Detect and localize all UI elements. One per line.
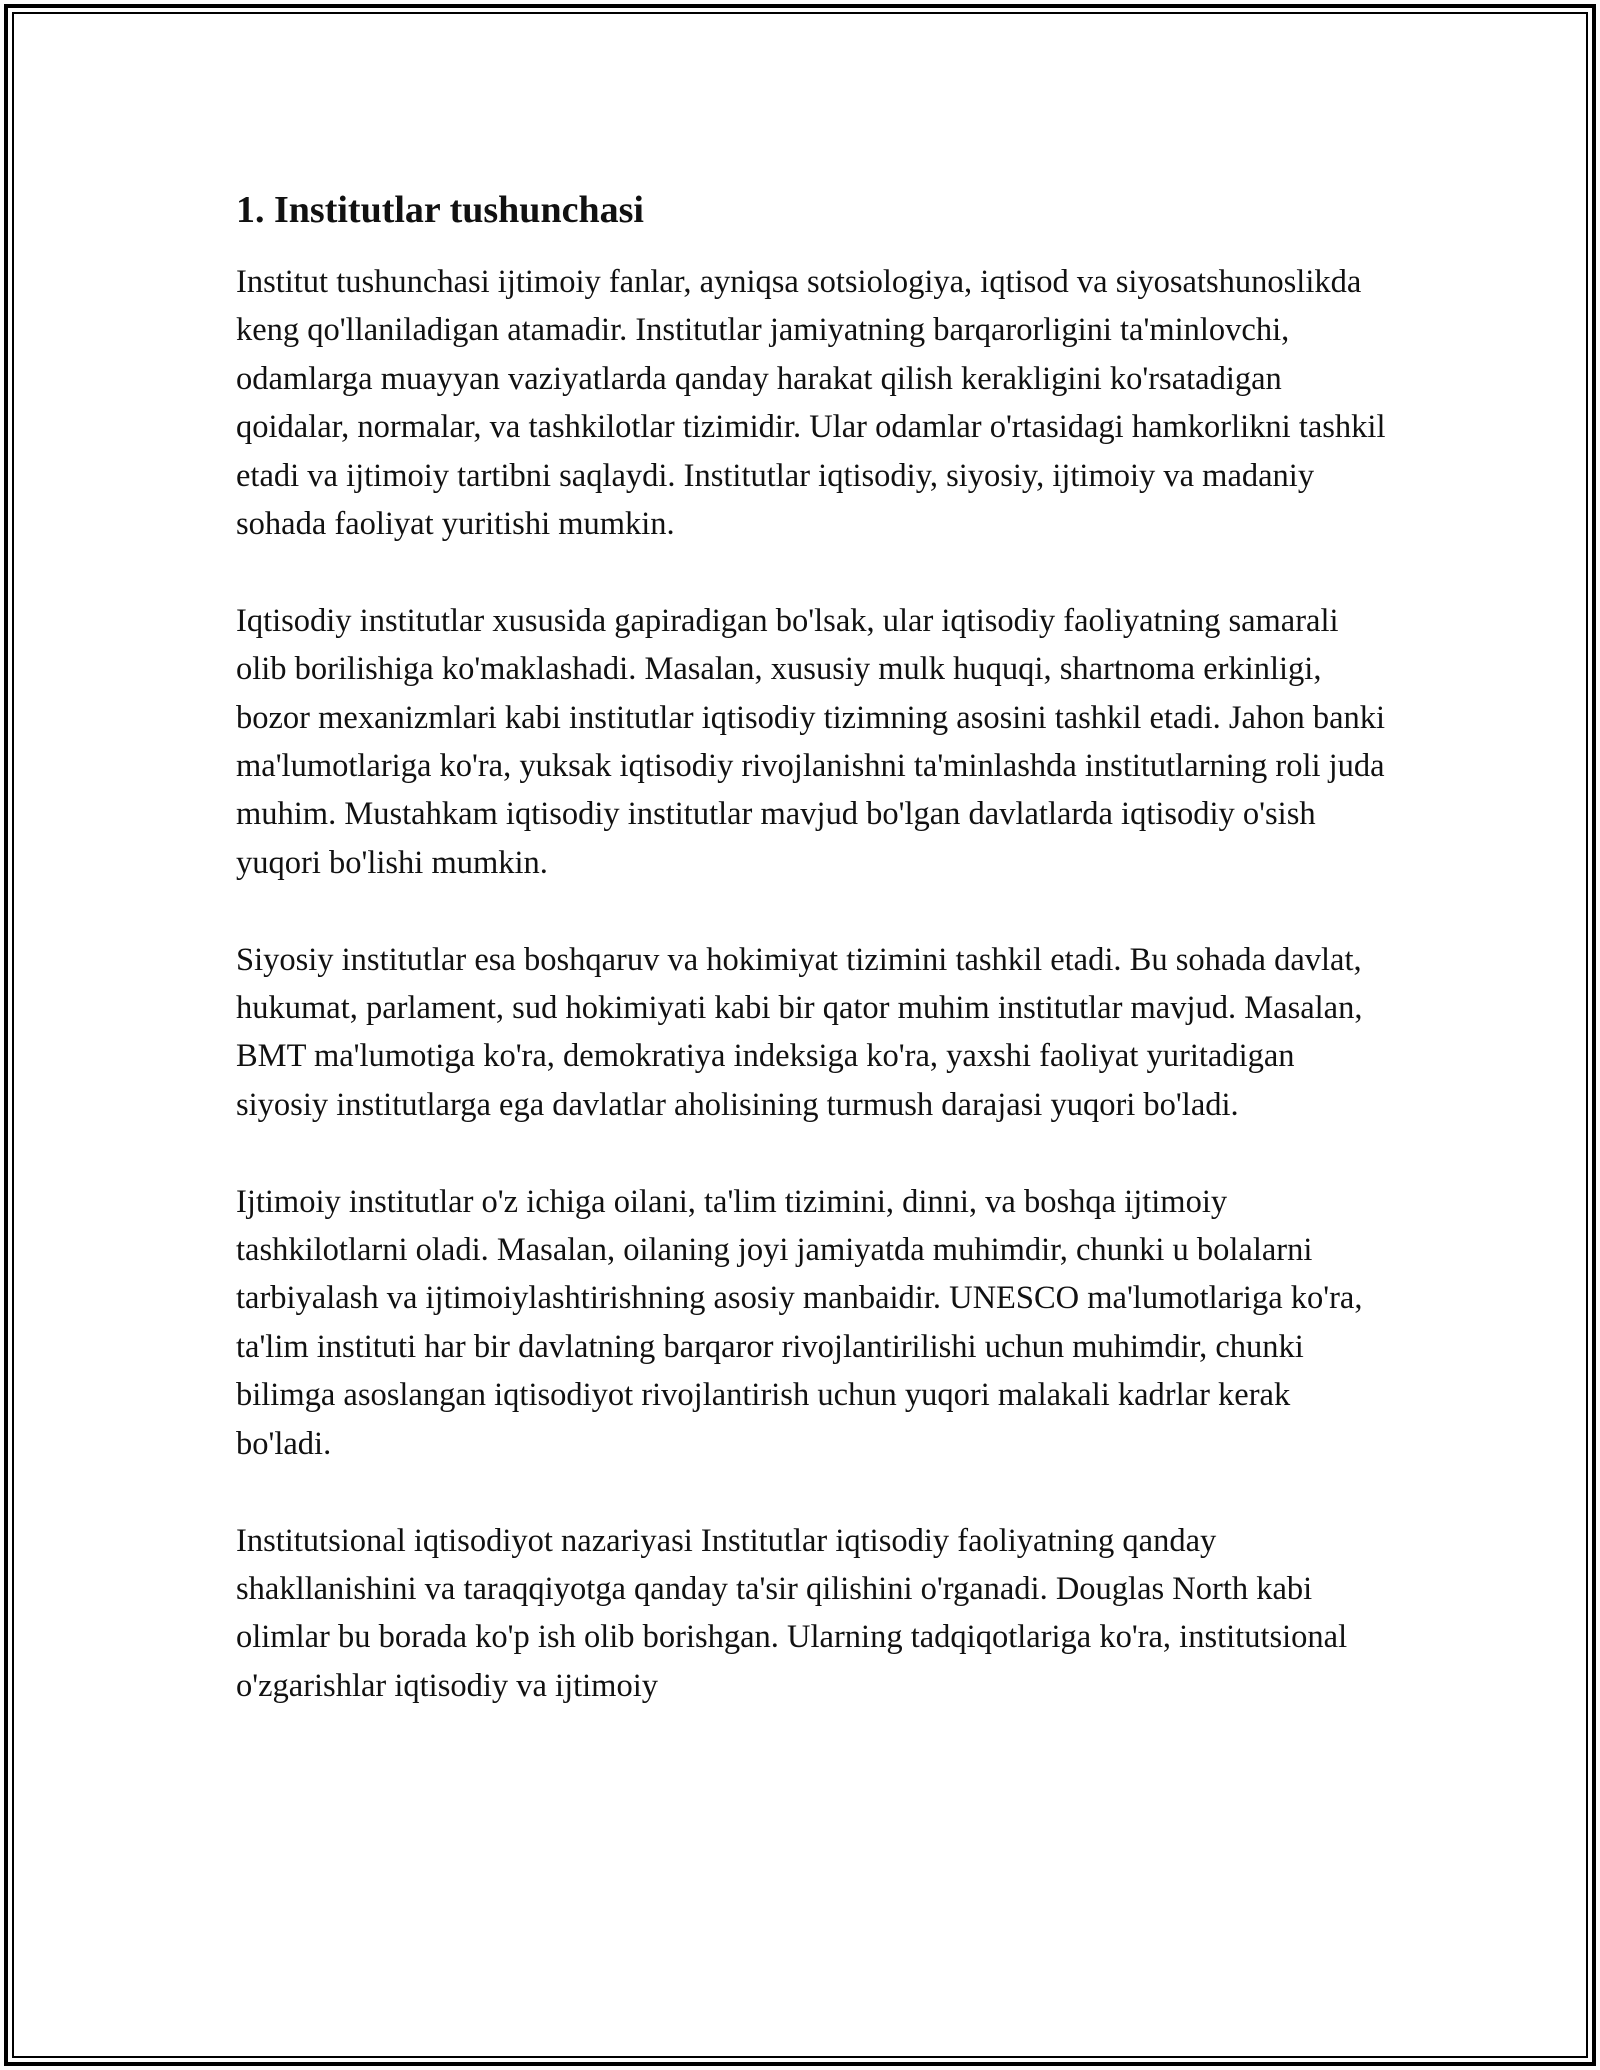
- paragraph-political-institutions: Siyosiy institutlar esa boshqaruv va hokimiyat tizimini tashkil etadi. Bu sohada davlat, hukumat, parlament, sud hokimiyati kabi bir qator muhim institutlar mavjud. Masalan, BMT ma'lumotiga ko'ra, demokratiya indeksiga ko'ra, yaxshi faoliyat yuritadigan siyosiy institutlarga ega davlatlar aholisining turmush darajasi yuqori bo'ladi.: [236, 941, 1363, 1123]
- document-body: [236, 186, 1386, 1710]
- paragraph-definition: Institut tushunchasi ijtimoiy fanlar, ayniqsa sotsiologiya, iqtisod va siyosatshunoslikda keng qo'llaniladigan atamadir. Institutlar jamiyatning barqarorligini ta'minlovchi, odamlarga muayyan vaziyatlarda qanday harakat qilish kerakligini ko'rsatadigan qoidalar, normalar, va tashkilotlar tizimidir. Ular odamlar o'rtasidagi hamkorlikni tashkil etadi va ijtimoiy tartibni saqlaydi. Institutlar iqtisodiy, siyosiy, ijtimoiy va madaniy sohada faoliyat yuritishi mumkin.: [236, 264, 1386, 543]
- paragraph-institutional-economics: Institutsional iqtisodiyot nazariyasi Institutlar iqtisodiy faoliyatning qanday shakllanishini va taraqqiyotga qanday ta'sir qilishini o'rganadi. Douglas North kabi olimlar bu borada ko'p ish olib borishgan. Ularning tadqiqotlariga ko'ra, institutsional o'zgarishlar iqtisodiy va ijtimoiy: [236, 1522, 1348, 1704]
- paragraph-social-institutions: Ijtimoiy institutlar o'z ichiga oilani, ta'lim tizimini, dinni, va boshqa ijtimoiy tashkilotlarni oladi. Masalan, oilaning joyi jamiyatda muhimdir, chunki u bolalarni tarbiyalash va ijtimoiylashtirishning asosiy manbaidir. UNESCO ma'lumotlariga ko'ra, ta'lim instituti har bir davlatning barqaror rivojlantirilishi uchun muhimdir, chunki bilimga asoslangan iqtisodiyot rivojlantirish uchun yuqori malakali kadrlar kerak bo'ladi.: [236, 1183, 1363, 1462]
- paragraph-economic-institutions: Iqtisodiy institutlar xususida gapiradigan bo'lsak, ular iqtisodiy faoliyatning samarali olib borilishiga ko'maklashadi. Masalan, xususiy mulk huquqi, shartnoma erkinligi, bozor mexanizmlari kabi institutlar iqtisodiy tizimning asosini tashkil etadi. Jahon banki ma'lumotlariga ko'ra, yuksak iqtisodiy rivojlanishni ta'minlashda institutlarning roli juda muhim. Mustahkam iqtisodiy institutlar mavjud bo'lgan davlatlarda iqtisodiy o'sish yuqori bo'lishi mumkin.: [236, 602, 1386, 881]
- section-heading: 1. Institutlar tushunchasi: [236, 189, 644, 231]
